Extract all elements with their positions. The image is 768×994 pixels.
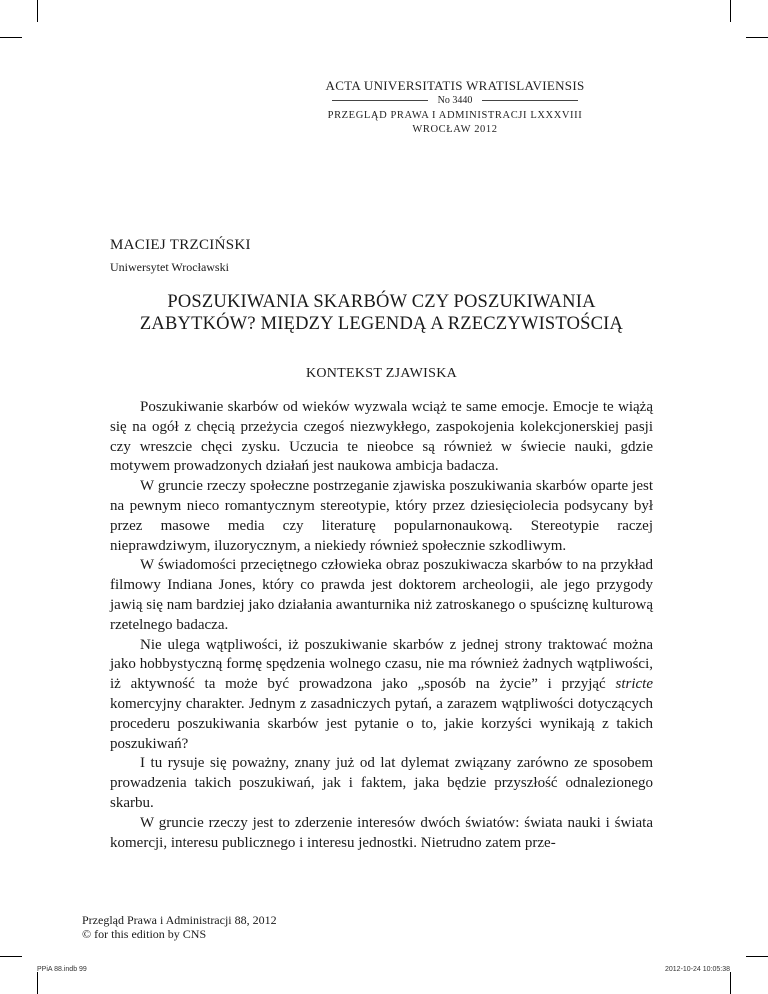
crop-mark-bottom-right-v: [730, 972, 731, 994]
footer-copyright: © for this edition by CNS: [82, 927, 207, 941]
crop-mark-top-right-h: [746, 37, 768, 38]
issue-number-line: [270, 95, 640, 106]
slug-timestamp: 2012-10-24 10:05:38: [665, 966, 730, 973]
journal-name: ACTA UNIVERSITATIS WRATISLAVIENSIS: [325, 78, 585, 93]
paragraph: W gruncie rzeczy społeczne postrzeganie zjawiska poszukiwania skarbów oparte jest na pewnym nieco romantycznym stereotypie, który przez dziesięciolecia podsycany był przez masowe media czy literaturę popularnonaukową. Stereotypie raczej nieprawdziwym, iluzorycznym, a niekiedy również społecznie szkodliwym.: [110, 478, 653, 554]
crop-mark-top-right-v: [730, 0, 731, 22]
crop-mark-bottom-left-v: [37, 972, 38, 994]
paragraph: W świadomości przeciętnego człowieka obraz poszukiwacza skarbów to na przykład filmowy Indiana Jones, który co prawda jest doktorem archeologii, ale jego przygody jawią się nam bardziej jako działania awanturnika niż zatroskanego o spuściznę kulturową rzetelnego badacza.: [110, 557, 653, 633]
rule-left: [332, 100, 428, 101]
slug-file: PPiA 88.indb 99: [37, 966, 87, 973]
crop-mark-bottom-right-h: [746, 956, 768, 957]
crop-mark-top-left-h: [0, 37, 22, 38]
paragraph: W gruncie rzeczy jest to zderzenie interesów dwóch światów: świata nauki i świata komercji, interesu publicznego i interesu jednostki. Nietrudno zatem prze-: [110, 814, 653, 851]
series-name: PRZEGLĄD PRAWA I ADMINISTRACJI LXXXVIII: [327, 110, 583, 121]
paragraph-text: komercyjny charakter. Jednym z zasadniczych pytań, a zarazem wątpliwości dotyczących procederu poszukiwania skarbów jest pytanie o to, jakie korzyści wynikają z takich poszukiwań?: [110, 695, 653, 752]
paragraph: I tu rysuje się poważny, znany już od lat dylemat związany zarówno ze sposobem prowadzenia takich poszukiwań, jak i faktem, jaka będzie przyszłość odnalezionego skarbu.: [110, 755, 653, 811]
italic-term: stricte: [615, 676, 653, 693]
author-name: MACIEJ TRZCIŃSKI: [110, 237, 251, 253]
section-heading: KONTEKST ZJAWISKA: [305, 366, 458, 381]
author-affiliation: Uniwersytet Wrocławski: [110, 260, 229, 274]
paragraph: [110, 636, 653, 755]
paragraph: Poszukiwanie skarbów od wieków wyzwala wciąż te same emocje. Emocje te wiążą się na ogół z chęcią przeżycia czegoś niezwykłego, zaspokojenia kolekcjonerskiej pasji czy wreszcie chęci zysku. Uczucia te nieobce są również w świecie nauki, gdzie motywem prowadzonych działań jest naukowa ambicja badacza.: [110, 399, 653, 475]
issue-number: No 3440: [437, 95, 473, 106]
rule-right: [482, 100, 578, 101]
footer-journal: Przegląd Prawa i Administracji 88, 2012: [82, 913, 277, 927]
article-title-line-1: POSZUKIWANIA SKARBÓW CZY POSZUKIWANIA: [167, 292, 596, 312]
article-title-line-2: ZABYTKÓW? MIĘDZY LEGENDĄ A RZECZYWISTOŚCIĄ: [139, 314, 624, 334]
place-year: WROCŁAW 2012: [412, 124, 498, 135]
crop-mark-top-left-v: [37, 0, 38, 22]
article-body: [110, 398, 653, 853]
paragraph-text: Nie ulega wątpliwości, iż poszukiwanie skarbów z jednej strony traktować można jako hobbystyczną formę spędzenia wolnego czasu, nie ma również żadnych wątpliwości, iż aktywność ta może być prowadzona jako „sposób na życie” i przyjąć: [110, 636, 653, 693]
crop-mark-bottom-left-h: [0, 956, 22, 957]
